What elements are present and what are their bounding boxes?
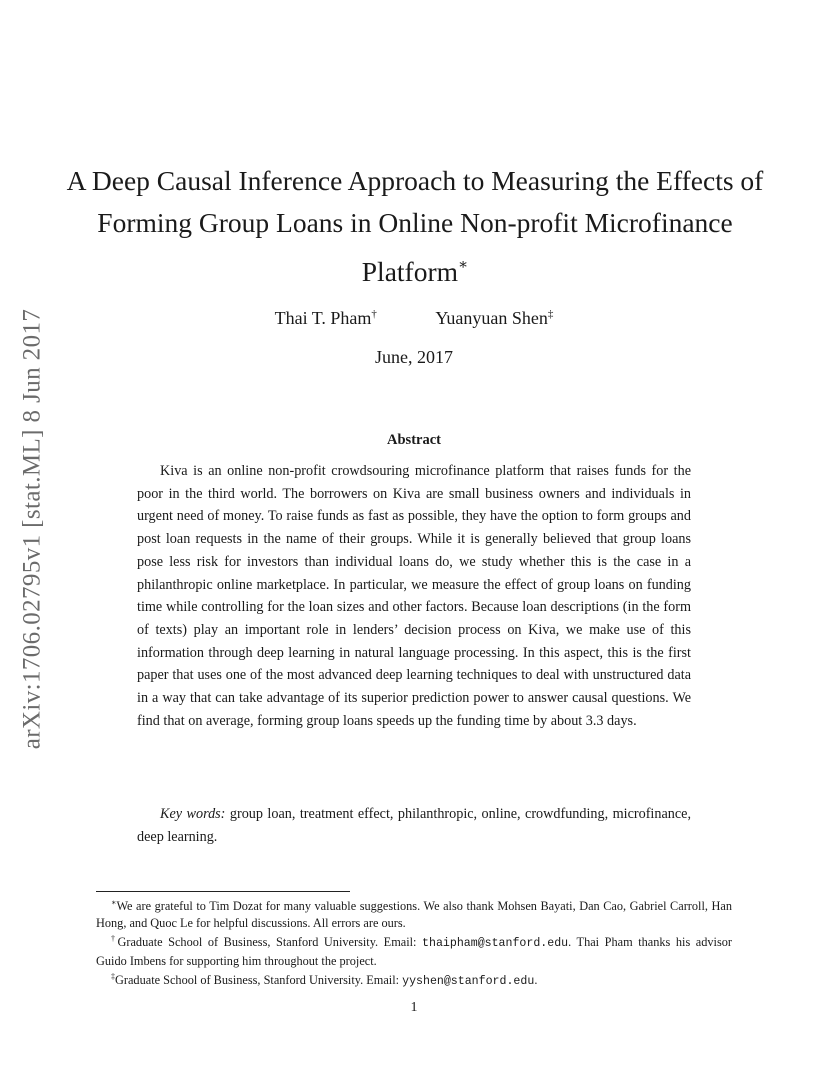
- author-2-name: Yuanyuan Shen: [435, 308, 548, 328]
- footnote-3-email[interactable]: yyshen@stanford.edu: [402, 975, 535, 988]
- footnote-3-text: Graduate School of Business, Stanford University. Email:: [115, 973, 403, 987]
- author-1: [275, 308, 377, 329]
- arxiv-identifier: arXiv:1706.02795v1 [stat.ML] 8 Jun 2017: [18, 308, 46, 750]
- footnote-rule: [96, 891, 350, 892]
- footnote-1-text: We are grateful to Tim Dozat for many valuable suggestions. We also thank Mohsen Bayati, Dan Cao, Gabriel Carroll, Han Hong, and Quoc Le for helpful discussions. All errors are ours.: [96, 899, 732, 930]
- paper-title-text: A Deep Causal Inference Approach to Measuring the Effects of Forming Group Loans in Online Non-profit Microfinance Platform: [66, 165, 764, 287]
- page-number: 1: [410, 1000, 418, 1015]
- footnote-2-mark: †: [111, 934, 118, 943]
- abstract-heading: Abstract: [387, 432, 441, 448]
- footnotes: [96, 895, 732, 991]
- author-2: [435, 308, 553, 329]
- keywords: [137, 803, 691, 848]
- keywords-label: Key words:: [160, 806, 226, 822]
- author-1-name: Thai T. Pham: [274, 308, 372, 328]
- author-list: [0, 308, 828, 329]
- title-footnote-mark: ∗: [458, 257, 469, 273]
- footnote-3: [96, 969, 732, 991]
- publication-date: June, 2017: [375, 347, 453, 367]
- author-1-mark: †: [371, 308, 377, 320]
- footnote-3-text-after: .: [534, 973, 538, 987]
- footnote-2-email[interactable]: thaipham@stanford.edu: [422, 937, 569, 950]
- footnote-1-mark: ∗: [111, 898, 117, 907]
- author-2-mark: ‡: [547, 308, 554, 320]
- keywords-text: group loan, treatment effect, philanthropic, online, crowdfunding, microfinance, deep learning.: [137, 806, 691, 845]
- footnote-1: [96, 895, 732, 931]
- footnote-3-mark: ‡: [111, 972, 115, 981]
- footnote-2-text-after: . Thai Pham thanks his advisor Guido Imbens for supporting him throughout the project.: [96, 935, 733, 968]
- paper-title: [60, 160, 770, 293]
- footnote-2: [96, 931, 732, 969]
- footnote-2-text: Graduate School of Business, Stanford University. Email:: [117, 935, 423, 949]
- abstract-body: Kiva is an online non-profit crowdsouring microfinance platform that raises funds for the poor in the third world. The borrowers on Kiva are small business owners and individuals in urgent need of money. To raise funds as fast as possible, they have the option to form groups and post loan requests in the name of their groups. While it is generally believed that group loans pose less risk for investors than individual loans do, we study whether this is the case in a philanthropic online marketplace. In particular, we measure the effect of group loans on funding time while controlling for the loan sizes and other factors. Because loan descriptions (in the form of texts) play an important role in lenders’ decision process on Kiva, we make use of this information through deep learning in natural language processing. In this aspect, this is the first paper that uses one of the most advanced deep learning techniques to deal with unstructured data in a way that can take advantage of its superior prediction power to answer causal questions. We find that on average, forming group loans speeds up the funding time by about 3.3 days.: [137, 463, 691, 729]
